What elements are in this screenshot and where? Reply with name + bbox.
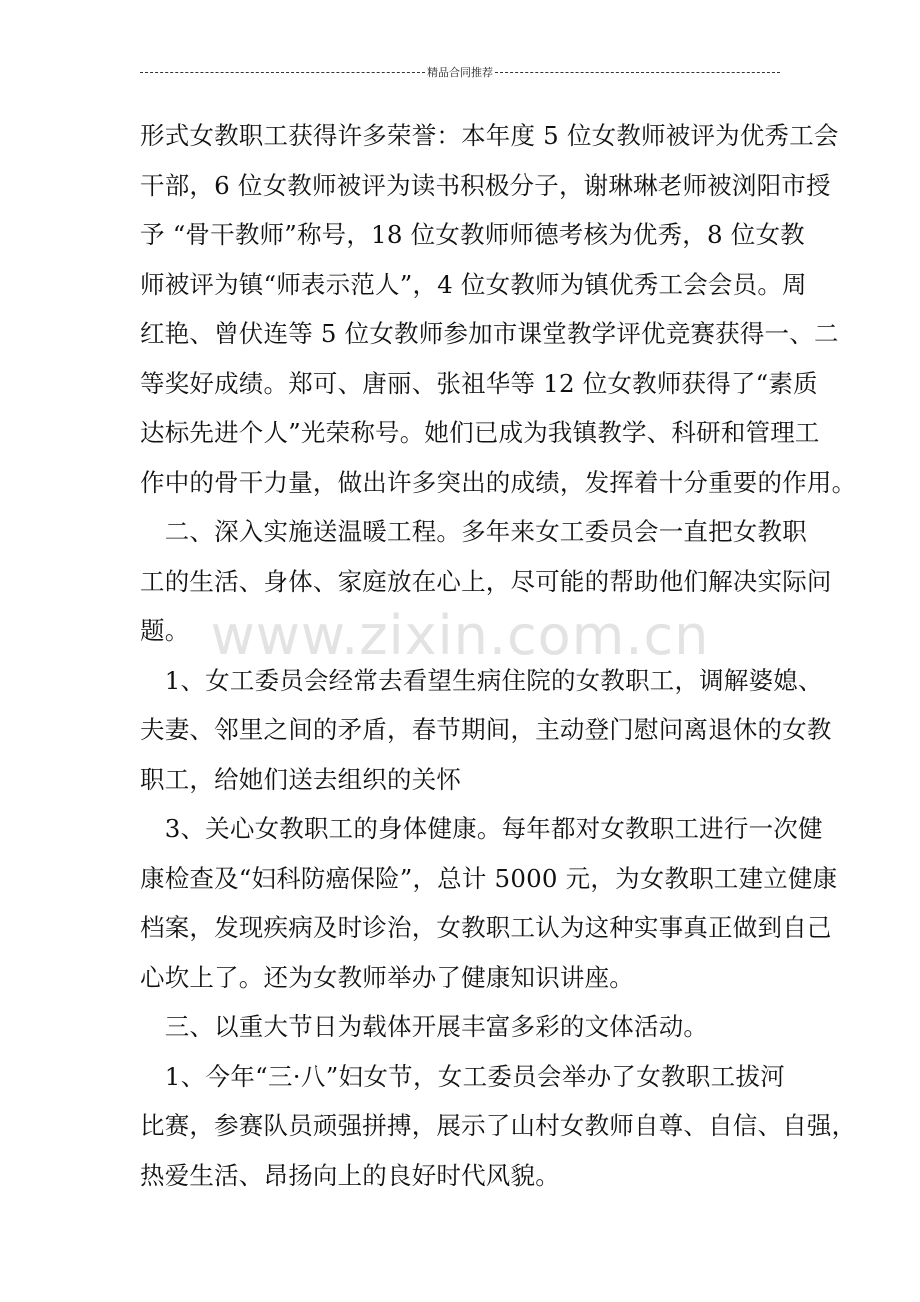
text-line: 题。 (140, 616, 190, 645)
text-line: 3、关心女教职工的身体健康。每年都对女教职工进行一次健 (140, 814, 823, 843)
text-line: 二、深入实施送温暖工程。多年来女工委员会一直把女教职 (140, 517, 807, 546)
text-line: 等奖好成绩。郑可、唐丽、张祖华等 12 位女教师获得了“素质 (140, 368, 818, 398)
text-line: 比赛，参赛队员顽强拼搏，展示了山村女教师自尊、自信、自强， (140, 1111, 857, 1140)
text-line: 1、女工委员会经常去看望生病住院的女教职工，调解婆媳、 (140, 665, 823, 695)
text-line: 作中的骨干力量，做出许多突出的成绩，发挥着十分重要的作用。 (140, 467, 857, 497)
text-line: 师被评为镇“师表示范人”，4 位女教师为镇优秀工会会员。周 (140, 269, 807, 299)
text-line: 1、今年“三·八”妇女节，女工委员会举办了女教职工拔河 (140, 1061, 785, 1091)
text-line: 三、以重大节日为载体开展丰富多彩的文体活动。 (140, 1012, 709, 1041)
header-title: 精品合同推荐 (427, 66, 493, 79)
text-line: 康检查及“妇科防癌保险”，总计 5000 元，为女教职工建立健康 (140, 863, 838, 893)
header-dash-right (495, 72, 780, 73)
text-line: 形式女教职工获得许多荣誉：本年度 5 位女教师被评为优秀工会 (140, 121, 839, 150)
text-line: 职工，给她们送去组织的关怀 (140, 764, 462, 794)
text-line: 工的生活、身体、家庭放在心上，尽可能的帮助他们解决实际问 (140, 566, 832, 596)
document-body (140, 116, 857, 1205)
text-line: 热爱生活、昂扬向上的良好时代风貌。 (140, 1160, 560, 1190)
text-line: 红艳、曾伏连等 5 位女教师参加市课堂教学评优竞赛获得一、二 (140, 319, 839, 348)
text-line: 干部，6 位女教师被评为读书积极分子，谢琳琳老师被浏阳市授 (140, 170, 831, 200)
page-header (140, 64, 780, 80)
watermark: www.zixin.com.cn (210, 604, 710, 667)
text-line: 档案，发现疾病及时诊治，女教职工认为这种实事真正做到自己 (140, 913, 832, 942)
text-line: 心坎上了。还为女教师举办了健康知识讲座。 (140, 962, 634, 992)
text-line: 予 “骨干教师”称号，18 位女教师师德考核为优秀，8 位女教 (140, 220, 805, 249)
text-line: 达标先进个人”光荣称号。她们已成为我镇教学、科研和管理工 (140, 418, 820, 447)
text-line: 夫妻、邻里之间的矛盾，春节期间，主动登门慰问离退休的女教 (140, 715, 832, 744)
header-dash-left (140, 72, 425, 73)
